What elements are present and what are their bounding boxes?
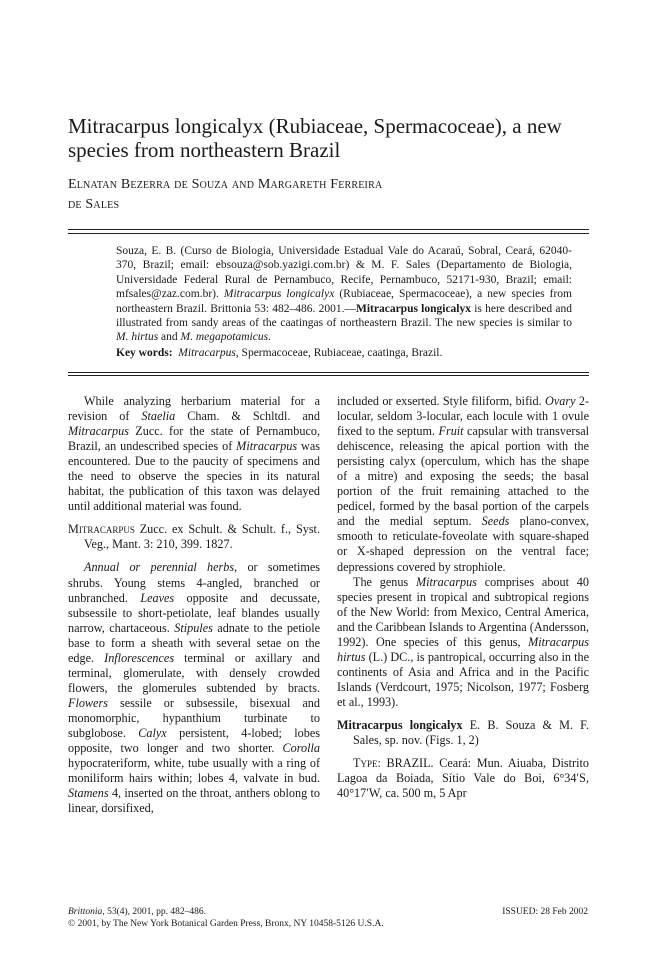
text-run: E. B. Souza & M. F. Sales, sp. nov. (Figs. 1, 2): [353, 717, 589, 748]
abstract-similar-1: M. hirtus: [116, 331, 159, 344]
issued-date: ISSUED: 28 Feb 2002: [502, 907, 588, 917]
footer-citation: [68, 906, 468, 930]
abstract: [116, 244, 572, 345]
term-inflorescences: Inflorescences: [104, 650, 175, 665]
authors-line-1: Elnatan Bezerra de Souza and Margareth Ferreira: [68, 177, 383, 192]
genus-mitracarpus: Mitracarpus: [68, 424, 129, 439]
text-run: , 53(4), 2001, pp. 482–486.: [102, 907, 207, 917]
species-name: Mitracarpus longicalyx: [337, 717, 463, 732]
genus-name: Mitracarpus: [68, 522, 135, 537]
divider-bottom-2: [68, 375, 589, 376]
text-run: plano-convex, smooth to reticulate-foveolate with square-shaped or X-shaped depression on the ventral face; depressions covered by strophiole.: [337, 514, 589, 574]
journal-citation: [68, 906, 468, 918]
text-run: terminal or axillary and terminal, glomerulate, with densely crowded flowers, the glomerules subtended by bracts.: [68, 650, 320, 695]
term-ovary: Ovary: [545, 394, 576, 408]
genus-description: [68, 560, 320, 816]
paper-title: Mitracarpus longicalyx (Rubiaceae, Spermacoceae), a new species from northeastern Brazil: [68, 114, 562, 162]
journal-name: Brittonia: [68, 907, 103, 917]
term-calyx: Calyx: [138, 725, 167, 740]
text-run: opposite and decussate, subsessile to short-petiolate, leaf blandes usually narrow, chartaceous.: [68, 590, 321, 635]
text-run: adnate to the petiole base to form a sheath with several setae on the edge.: [68, 620, 320, 665]
abstract-text-5: .: [268, 331, 271, 344]
text-run: persistent, 4-lobed; lobes opposite, two longer and two shorter.: [68, 725, 320, 756]
text-run: sessile or subsessile, bisexual and monomorphic, hypanthium turbinate to subglobose.: [68, 695, 320, 740]
keywords: [116, 346, 572, 360]
species-heading: [337, 718, 589, 748]
text-run: Zucc. ex Schult. & Schult. f., Syst. Veg., Mant. 3: 210, 399. 1827.: [84, 522, 320, 552]
authors-line-2: de Sales: [68, 197, 120, 212]
term-leaves: Leaves: [140, 590, 175, 605]
keywords-rest: , Spermacoceae, Rubiaceae, caatinga, Brazil.: [235, 347, 443, 359]
text-run: 4, inserted on the throat, anthers oblong to linear, dorsifixed,: [68, 786, 320, 816]
term-habit: Annual or perennial herbs: [84, 560, 235, 575]
copyright-line: © 2001, by The New York Botanical Garden Press, Bronx, NY 10458-5126 U.S.A.: [68, 919, 384, 929]
text-run: , or sometimes shrubs. Young stems 4-angled, branched or unbranched.: [68, 560, 320, 605]
genus-mitracarpus: Mitracarpus: [236, 439, 298, 454]
intro-paragraph: [68, 394, 320, 514]
divider-bottom-1: [68, 372, 589, 373]
abstract-text-2: (Rubiaceae, Spermacoceae), a new species from northeastern Brazil. Brittonia 53: 482–486. 2001.—: [116, 288, 572, 315]
term-seeds: Seeds: [481, 514, 510, 529]
text-run: capsular with transversal dehiscence, releasing the apical portion with the persisting calyx (operculum, which has the shape of a mitre) and exposing the seeds; the basal portion of the fruit remaining attached to the pedicel, formed by the basal portion of the carpels and the medial septum.: [337, 424, 589, 529]
text-run: included or exserted. Style filiform, bifid.: [337, 394, 546, 408]
body-column-left: [68, 394, 320, 816]
divider-top-1: [68, 229, 589, 230]
text-run: 2-locular, seldom 3-locular, each locule with 1 ovule fixed to the septum.: [337, 394, 589, 439]
text-run: (L.) DC., is pantropical, occurring also in the continents of Asia and Africa and in the Pacific Islands (Verdcourt, 1975; Nicolson, 1977; Fosberg et al., 1993).: [337, 649, 589, 709]
abstract-text-1: Souza, E. B. (Curso de Biologia, Universidade Estadual Vale do Acaraú, Sobral, Ceará, 62040-370, Brazil; email: ebsouza@sob.yazigi.com.br) & M. F. Sales (Departamento de Biologia, Universidade Federal Rural de Pernambuco, Recife, Pernambuco, 52171-930, Brazil; email: mfsales@zaz.com.br).: [116, 245, 572, 301]
abstract-text-4: and: [158, 331, 181, 344]
author-list: [68, 175, 608, 215]
keywords-italic: Mitracarpus: [178, 347, 236, 359]
genus-citation: [68, 522, 320, 552]
type-citation: [337, 756, 589, 801]
text-run: BRAZIL. Ceará: Mun. Aiuaba, Distrito Lagoa da Boiada, Sítio Vale do Boi, 6°34′S, 40°17′W, ca. 500 m, 5 Apr: [337, 756, 589, 801]
genus-distribution: [337, 575, 589, 710]
genus-description-continued: [337, 394, 589, 575]
genus-staelia: Staelia: [141, 409, 176, 424]
keywords-label: Key words:: [116, 347, 173, 359]
abstract-similar-2: M. megapotamicus: [180, 331, 269, 344]
divider-top-2: [68, 233, 589, 234]
genus-mitracarpus: Mitracarpus: [415, 574, 477, 589]
term-fruit: Fruit: [438, 424, 464, 439]
abstract-bold-taxon: Mitracarpus longicalyx: [355, 302, 471, 315]
text-run: While analyzing herbarium material for a revision of: [68, 394, 320, 424]
term-corolla: Corolla: [282, 741, 320, 756]
text-run: comprises about 40 species present in tropical and subtropical regions of the New World: from Mexico, Central America, and the Caribbean Islands to Argentina (Andersson, 1992). One species of this genus,: [337, 574, 589, 649]
term-stamens: Stamens: [68, 786, 109, 801]
text-run: Cham. & Schltdl. and: [175, 409, 320, 424]
body-column-right: [337, 394, 589, 801]
text-run: was encountered. Due to the paucity of specimens and the need to observe the species in its natural habitat, the publication of this taxon was delayed until additional material was found.: [68, 439, 320, 514]
abstract-taxon: Mitracarpus longicalyx: [223, 288, 335, 301]
text-run: Zucc. for the state of Pernambuco, Brazil, an undescribed species of: [68, 424, 320, 454]
text-run: The genus: [353, 574, 416, 589]
term-stipules: Stipules: [174, 620, 213, 635]
text-run: hypocrateriform, white, tube usually with a ring of moniliform hairs within; lobes 4, valvate in bud.: [68, 756, 320, 786]
type-label: Type:: [353, 756, 381, 771]
term-flowers: Flowers: [68, 695, 108, 710]
species-hirtus: Mitracarpus hirtus: [337, 634, 589, 664]
abstract-text-3: is here described and illustrated from sandy areas of the caatingas of northeastern Brazil. The new species is similar to: [116, 302, 572, 330]
